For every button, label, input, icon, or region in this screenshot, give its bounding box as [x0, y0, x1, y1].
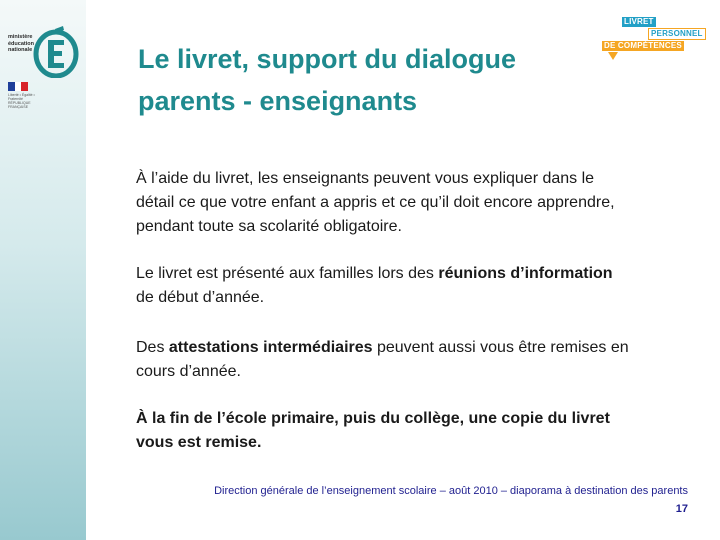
paragraph-copy-remise: [136, 407, 696, 455]
livret-competences-logo: [602, 17, 703, 63]
title-line-1: Le livret, support du dialogue: [138, 44, 517, 74]
livret-logo-line-2: PERSONNEL: [648, 28, 706, 40]
page-number: 17: [675, 503, 688, 515]
paragraph-attestations: [136, 336, 696, 384]
paragraph-2-line-2: de début d’année.: [136, 289, 265, 306]
paragraph-4-line-1: À la fin de l’école primaire, puis du collège, une copie du livret: [136, 410, 610, 427]
republic-mark: [8, 82, 42, 109]
paragraph-3-line-1: [136, 336, 696, 360]
footer-credits: [214, 482, 688, 500]
ministry-logo: [8, 26, 78, 109]
livret-logo-line-3: DE COMPÉTENCES: [604, 41, 682, 50]
title-line-2: parents - enseignants: [138, 86, 418, 116]
paragraph-2-emphasis: réunions d’information: [438, 265, 613, 282]
footer-organisation: Direction générale de l’enseignement scolaire: [214, 485, 437, 497]
slide-footer: [214, 482, 688, 518]
paragraph-3-emphasis: attestations intermédiaires: [168, 339, 373, 356]
speech-bubble-tail-icon: [608, 52, 618, 60]
paragraph-1-line-2: détail ce que votre enfant a appris et ce qu’il doit encore apprendre,: [136, 194, 615, 211]
paragraph-explanation: [136, 167, 696, 239]
paragraph-1-line-3: pendant toute sa scolarité obligatoire.: [136, 218, 402, 235]
ministry-line-2: éducation: [8, 40, 34, 47]
paragraph-1-line-1: À l’aide du livret, les enseignants peuvent vous expliquer dans le: [136, 170, 595, 187]
paragraph-2-line-1: [136, 262, 696, 286]
ministry-name: [8, 34, 34, 54]
paragraph-3-text-b: peuvent aussi vous être remises en: [372, 339, 629, 356]
livret-logo-line-1: LIVRET: [624, 17, 654, 26]
paragraph-3-text-a: Des: [136, 339, 169, 356]
ministry-e-icon: [33, 26, 79, 78]
footer-description: – août 2010 – diaporama à destination des parents: [436, 485, 688, 497]
ministry-line-3: nationale: [8, 47, 33, 53]
republic-caption: Liberté • Égalité • Fraternité RÉPUBLIQUE FRANÇAISE: [8, 93, 35, 109]
ministry-line-1: ministère: [8, 34, 33, 40]
paragraph-2-text: Le livret est présenté aux familles lors des: [136, 265, 439, 282]
slide-title: [138, 38, 516, 122]
paragraph-3-line-2: cours d’année.: [136, 363, 241, 380]
paragraph-4-line-2: vous est remise.: [136, 434, 262, 451]
french-flag-icon: [8, 82, 28, 91]
paragraph-information-meetings: [136, 262, 696, 310]
